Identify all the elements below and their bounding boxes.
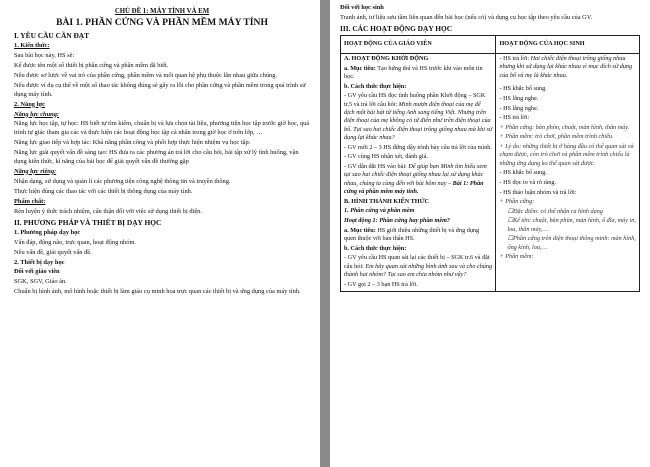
topic-heading: CHỦ ĐỀ 1: MÁY TÍNH VÀ EM [114, 8, 210, 15]
subheading: 2. Năng lực [14, 100, 45, 108]
student-answer: + Phần mềm: [499, 253, 534, 261]
subheading: 2. Thiết bị dạy học [14, 258, 65, 266]
paragraph: Nêu được sơ lược về vai trò của phần cứng, phần mềm và mối quan hệ phụ thuộc lẫn nhau giữa chúng. [14, 71, 278, 79]
student-answer: + Phần cứng: bàn phím, chuột, màn hình, thân máy. [499, 123, 630, 131]
text: - GV dẫn dắt HS vào bài: [344, 162, 409, 170]
sub-activity: 1. Phần cứng và phần mềm [344, 207, 415, 215]
teacher-step: - GV mời 2 – 3 HS đứng dậy trình bày câu trả lời của mình. [344, 143, 492, 151]
activity-heading: B. HÌNH THÀNH KIẾN THỨC [344, 197, 429, 205]
left-page [0, 0, 320, 467]
student-step: - HS trả lời: [499, 114, 530, 122]
paragraph: Nhận dạng, sử dụng và quản lí các phương tiện công nghệ thông tin và truyền thông. [14, 177, 231, 185]
method-heading: b. Cách thức thực hiện: [344, 244, 407, 252]
table-row [341, 53, 640, 291]
student-answer: ☐Đặc điểm: có thể nhận ra hình dạng [507, 207, 603, 215]
subheading: 1. Kiến thức: [14, 42, 50, 49]
student-answer: + Phần mềm: trò chơi, phần mềm trình chiếu. [499, 133, 614, 141]
activities-table [340, 35, 640, 292]
lesson-title: BÀI 1. PHẦN CỨNG VÀ PHẦN MỀM MÁY TÍNH [56, 17, 268, 28]
paragraph: Tranh ảnh, tư liệu sưu tầm liên quan đến bài học (nếu có) và dụng cụ học tập theo yêu cầu của GV. [340, 13, 593, 21]
paragraph: Nêu vấn đề, giải quyết vấn đề. [14, 248, 92, 256]
student-answer: ☐Kể tên: chuột, bàn phím, màn hình, ổ đĩa, máy in, loa, thân máy,… [507, 217, 636, 233]
teacher-step: - GV cùng HS nhận xét, đánh giá. [344, 153, 428, 161]
subheading: Đối với học sinh [340, 4, 384, 11]
label: a. Mục tiêu: [344, 64, 376, 72]
sub-activity: Hoạt động 1: Phần cứng hay phần mềm? [344, 216, 450, 224]
text: - GV yêu cầu HS quan sát lại các thiết bị – SGK tr.6 và đặt câu hỏi: [344, 254, 490, 270]
student-answer: + Lý do: những thiết bị ở hàng đầu có thể quan sát và chạm được, còn trò chơi và phần mềm trình chiếu là những ứng dụng ko thể quan sát được. [499, 142, 634, 167]
student-step: - HS lắng nghe. [499, 94, 539, 102]
paragraph: Năng lực giao tiếp và hợp tác: Khả năng phần công và phối hợp thực hiện nhiệm vụ học tập. [14, 139, 251, 147]
subheading: Năng lực chung: [14, 110, 60, 118]
table-header-teacher: HOẠT ĐỘNG CỦA GIÁO VIÊN [341, 35, 496, 53]
table-header-student: HOẠT ĐỘNG CỦA HỌC SINH [496, 35, 640, 53]
paragraph: Sau bài học này, HS sẽ: [14, 51, 75, 59]
paragraph: Rèn luyện ý thức trách nhiệm, cẩn thận đối với việc sử dụng thiết bị điện. [14, 207, 202, 215]
student-step: - HS lắng nghe. [499, 104, 539, 112]
objective [344, 65, 492, 82]
teacher-step [344, 163, 492, 197]
paragraph: Chuẩn bị hình ảnh, mô hình hoặc thiết bị làm giáo cụ minh họa trực quan các thiết bị và ứng dụng của máy tính. [14, 288, 301, 296]
objective [344, 227, 492, 244]
paragraph: SGK, SGV, Giáo án. [14, 278, 67, 286]
teacher-step: - GV gọi 2 – 3 bạn HS trả lời. [344, 280, 418, 288]
text: Tạo hứng thú và HS trước khi vào môn tin học. [344, 64, 483, 80]
student-answer: + Phần cứng: [499, 198, 535, 206]
subheading: Đối với giáo viên [14, 268, 60, 276]
text: - GV yêu cầu HS đọc tình huống phần Khởi động – SGK tr.5 và trả lời câu hỏi: [344, 92, 486, 108]
section-heading: I. YÊU CẦU CẦN ĐẠT [14, 31, 90, 40]
paragraph: Năng lực học tập, tự học: HS biết tự tìm kiếm, chuẩn bị và lựa chọn tài liệu, phương tiện học tập trước giờ học, quá trình tự giác tham gia các và thực hiện các hoạt động học tập cá nhân trong giờ học ở trên lớp, … [14, 120, 310, 137]
paragraph: Kể được tên một số thiết bị phần cứng và phần mềm đã biết. [14, 61, 169, 69]
italic-text: Để giúp bạn Minh tìm hiểu xem tại sao hai chiếc điện thoại giống nhau lại sử dụng khác nhau, chúng ta cùng đến với bài hôm nay – [344, 162, 487, 187]
question-text: Minh mượn điện thoại của mẹ để dịch một bài hát từ tiếng Anh sang tiếng Việt. Nhưng trên điện thoại của mẹ không có từ điển như trên điện thoại của bố. Tại sao hai chiếc điện thoại trông giống nhau mà khi sử dụng lại khác nhau? [344, 100, 493, 142]
text: - HS trả lời: [499, 54, 531, 62]
right-page [330, 0, 650, 467]
section-heading: II. PHƯƠNG PHÁP VÀ THIẾT BỊ DẠY HỌC [14, 217, 162, 227]
subheading: Phẩm chất: [14, 197, 46, 205]
student-step: - HS khắc bổ sung. [499, 169, 547, 177]
method-heading: b. Cách thức thực hiện: [344, 82, 407, 90]
paragraph: Thực hiện đúng các thao tác với các thiết bị thông dụng của máy tính. [14, 187, 193, 195]
paragraph: Nêu được ví dụ cụ thể về một số thao tác không đúng sẽ gây ra lỗi cho phần cứng và phần mềm trong quá trình sử dụng máy tính. [14, 81, 306, 98]
activity-heading: A. HOẠT ĐỘNG KHỞI ĐỘNG [344, 54, 429, 62]
text: HS giới thiệu những thiết bị và ứng dụng quen thuộc với bản thân HS. [344, 226, 480, 242]
subheading: Năng lực riêng: [14, 167, 57, 175]
lesson-ref: Bài 1: Phần cứng và phần mềm máy tính. [344, 179, 484, 196]
teacher-step [344, 254, 492, 279]
teacher-activities-cell [341, 53, 496, 291]
subheading: 1. Phương pháp dạy học [14, 228, 81, 236]
student-step: - HS đọc to và rõ ràng. [499, 178, 557, 186]
student-step: - HS thảo luận nhóm và trả lời: [499, 188, 577, 196]
student-activities-cell [496, 53, 640, 291]
paragraph: Vấn đáp, động não, trực quan, hoạt động nhóm. [14, 238, 137, 246]
table-header-row [341, 35, 640, 53]
section-heading: III. CÁC HOẠT ĐỘNG DẠY HỌC [340, 23, 453, 33]
student-answer: ☐Phần cứng trên điện thoại thông minh: màn hình, ống kính, loa,… [507, 235, 636, 251]
label: a. Mục tiêu: [344, 226, 376, 234]
student-step: - HS khắc bổ sung. [499, 85, 547, 93]
question-text: Em hãy quan sát những hình ảnh sau và cho chúng thành hai nhóm? Tại sao em chia nhóm như vậy? [344, 262, 493, 278]
teacher-step [344, 92, 492, 142]
answer-text: Hai chiếc điện thoại trông giống nhau nhưng khi sử dụng lại khác nhau vì mục đích sử dụng của bố và mẹ là khác nhau. [499, 54, 633, 79]
student-step [499, 55, 636, 80]
paragraph: Năng lực giải quyết vấn đề sáng tạo: HS đưa ra các phương án trả lời cho câu hỏi, bài tập xử lý tình huống, vận dụng kiến thức, kĩ năng của bài học để giải quyết vấn đề thường gặp [14, 149, 299, 165]
